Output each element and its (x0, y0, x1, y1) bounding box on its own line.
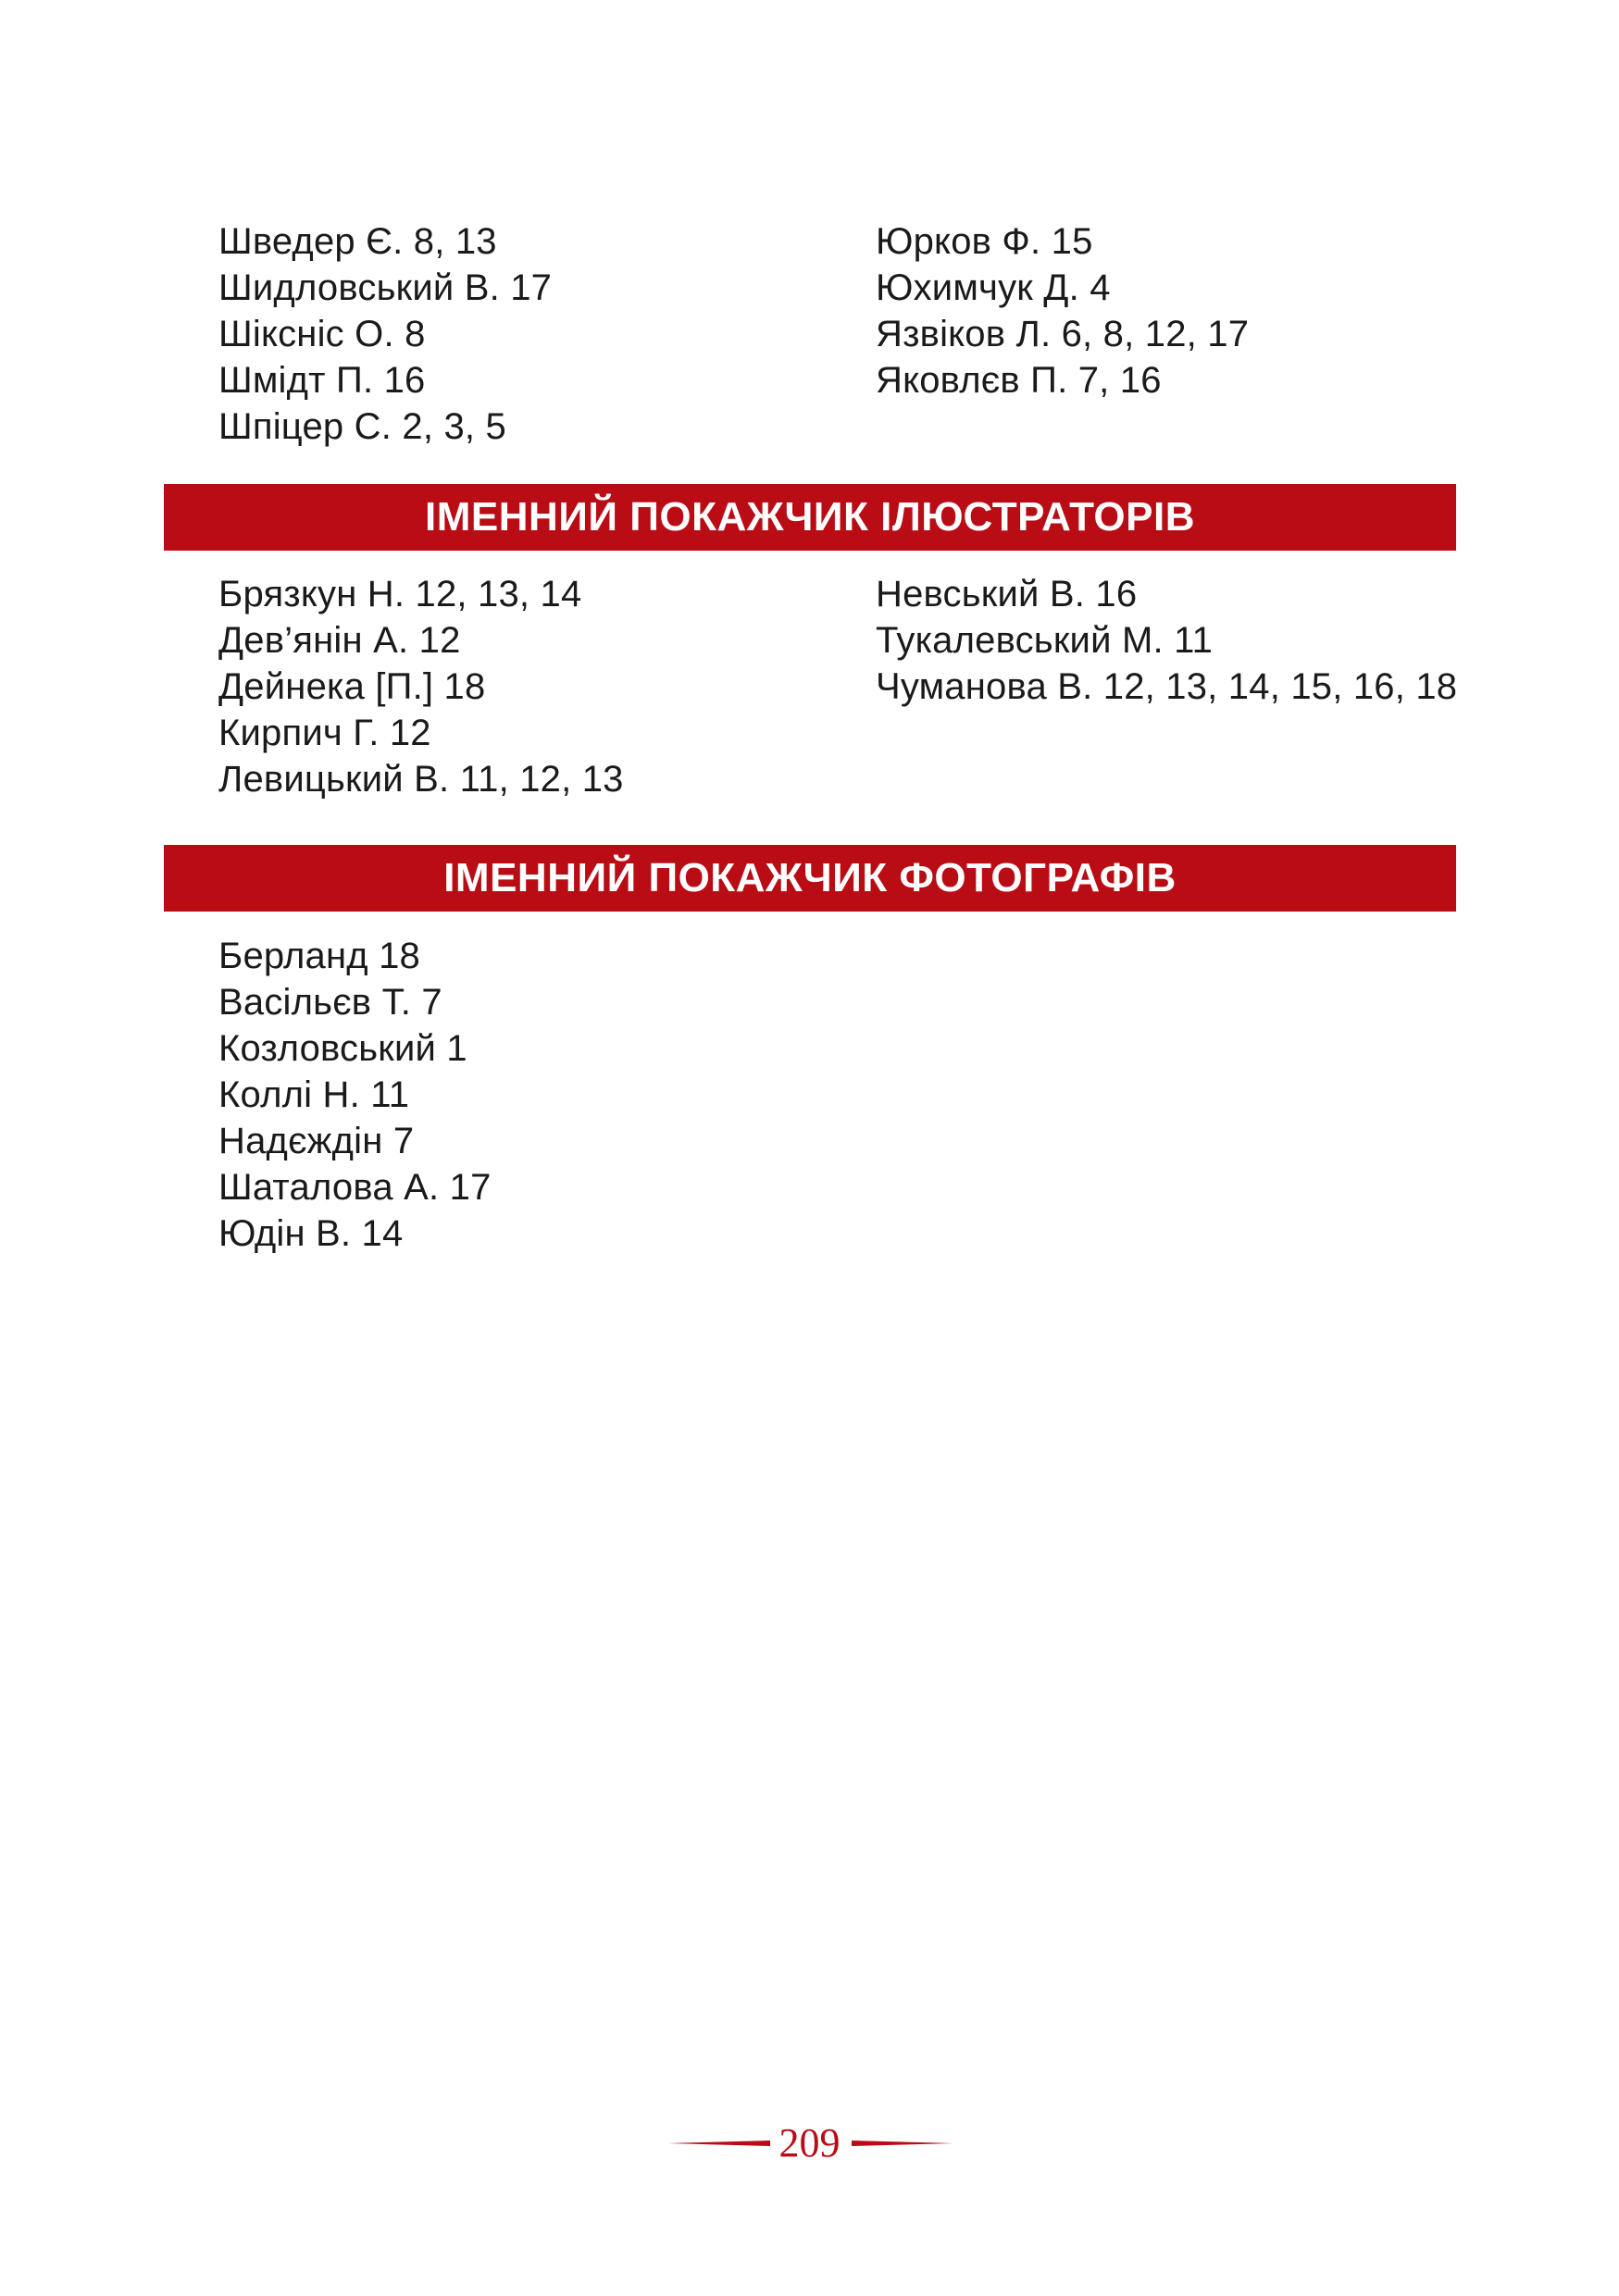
index-column-left (218, 218, 552, 450)
index-entry: Надєждін 7 (218, 1121, 415, 1161)
index-entry: Шаталова А. 17 (218, 1167, 492, 1208)
index-entry: Брязкун Н. 12, 13, 14 (218, 574, 582, 614)
index-entry: Дев’янін А. 12 (218, 620, 461, 661)
section-heading-text: ІМЕННИЙ ПОКАЖЧИК ІЛЮСТРАТОРІВ (424, 494, 1196, 540)
index-entry: Шікснiс О. 8 (218, 314, 426, 354)
index-entry: Дейнека [П.] 18 (218, 666, 486, 707)
page-footer (0, 2116, 1619, 2171)
index-entry: Козловський 1 (218, 1028, 467, 1069)
index-entry: Тукалевський М. 11 (876, 620, 1214, 661)
index-entry: Невський В. 16 (876, 574, 1138, 614)
index-column-left (218, 571, 624, 802)
index-column-right (876, 218, 1249, 403)
index-entry: Шидловський В. 17 (218, 267, 553, 308)
index-column-right (876, 571, 1457, 710)
index-entry: Юрков Ф. 15 (876, 221, 1093, 262)
index-entry: Шпіцер С. 2, 3, 5 (218, 406, 506, 447)
section-heading-text: ІМЕННИЙ ПОКАЖЧИК ФОТОГРАФІВ (443, 855, 1177, 900)
section-heading-illustrators (164, 484, 1456, 551)
index-entry: Чуманова В. 12, 13, 14, 15, 16, 18 (876, 666, 1458, 707)
index-entry: Шведер Є. 8, 13 (218, 221, 497, 262)
index-entry: Юдін В. 14 (218, 1213, 404, 1254)
index-column-left (218, 933, 492, 1257)
index-entry: Берланд 18 (218, 936, 420, 976)
index-entry: Яковлєв П. 7, 16 (876, 360, 1162, 401)
index-entry: Юхимчук Д. 4 (876, 267, 1111, 308)
index-entry: Язвіков Л. 6, 8, 12, 17 (876, 314, 1250, 354)
index-entry: Кирпич Г. 12 (218, 713, 431, 753)
index-entry: Васільєв Т. 7 (218, 982, 442, 1023)
index-entry: Коллі Н. 11 (218, 1074, 410, 1115)
index-entry: Левицький В. 11, 12, 13 (218, 759, 624, 800)
index-entry: Шмідт П. 16 (218, 360, 426, 401)
page-number: 209 (778, 2120, 841, 2166)
section-heading-photographers (164, 845, 1456, 912)
